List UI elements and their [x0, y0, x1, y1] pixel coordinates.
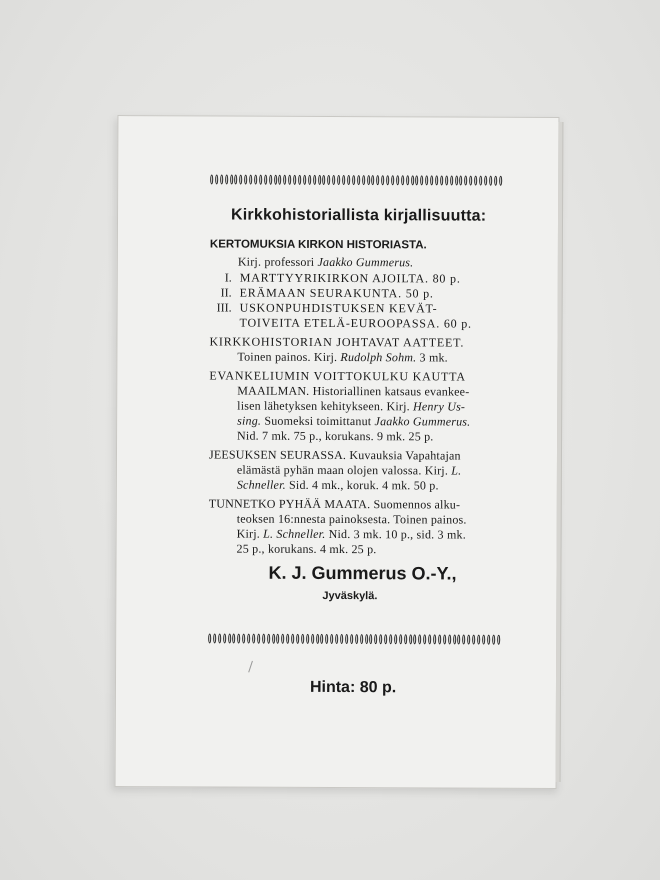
ornament-bead: [474, 176, 477, 186]
ornament-bead: [394, 634, 397, 644]
ornament-bead: [218, 633, 221, 643]
ornament-bead: [244, 175, 247, 185]
ornament-bead: [479, 176, 482, 186]
ornament-bead: [215, 174, 218, 184]
ornament-bead: [420, 175, 423, 185]
ornament-bead: [414, 634, 417, 644]
volume-title: ERÄMAAN SEURAKUNTA. 50 p.: [239, 285, 434, 301]
ornament-bead: [460, 176, 463, 186]
ornament-bead: [313, 175, 316, 185]
book-price-text: Sid. 4 mk., koruk. 4 mk. 50 p.: [285, 477, 439, 493]
ornament-bead: [428, 634, 431, 644]
book-title: KIRKKOHISTORIAN JOHTAVAT AATTEET.: [209, 334, 465, 350]
book-back-cover: [115, 115, 560, 789]
ornament-bead: [291, 634, 294, 644]
book-author-cont: sing.: [237, 413, 262, 428]
ornament-bead: [416, 175, 419, 185]
ornament-bead: [352, 175, 355, 185]
volume-title: USKONPUHDISTUKSEN KEVÄT-: [239, 300, 438, 316]
ornament-bead: [365, 634, 368, 644]
book-description: MAAILMAN. Historiallinen katsaus evankee-: [237, 383, 470, 399]
ornament-bead: [220, 174, 223, 184]
ornament-bead: [453, 635, 456, 645]
series-title: KERTOMUKSIA KIRKON HISTORIASTA.: [209, 238, 427, 252]
book-editor: Jaakko Gummerus.: [374, 414, 471, 429]
ornament-bead: [249, 175, 252, 185]
book-price: Nid. 7 mk. 75 p., korukans. 9 mk. 25 p.: [237, 428, 434, 444]
ornament-bead: [330, 634, 333, 644]
ornament-bead: [303, 175, 306, 185]
book-title: TUNNETKO PYHÄÄ MAATA. Suomennos alku-: [208, 496, 461, 512]
book-price-text: Nid. 3 mk. 10 p., sid. 3 mk.: [325, 526, 466, 542]
volume-number: III.: [216, 300, 232, 315]
ornament-bead: [469, 176, 472, 186]
ornament-bead: [316, 634, 319, 644]
ornament-bead: [370, 634, 373, 644]
ornament-bead: [279, 175, 282, 185]
book-description: [237, 399, 465, 415]
ornament-bead: [213, 633, 216, 643]
pencil-mark: [248, 661, 253, 673]
ornament-bead: [350, 634, 353, 644]
book-price: 3 mk.: [416, 350, 448, 365]
ornament-bead: [347, 175, 350, 185]
ornament-bead: [308, 175, 311, 185]
ornament-bead: [484, 176, 487, 186]
book-price: 25 p., korukans. 4 mk. 25 p.: [236, 541, 377, 557]
ornament-bead: [238, 634, 241, 644]
ornament-bead: [450, 175, 453, 185]
publisher-name: K. J. Gummerus O.-Y.,: [268, 562, 457, 584]
ornament-bead: [306, 634, 309, 644]
volume-number: II.: [220, 285, 232, 300]
ornament-bead: [337, 175, 340, 185]
ornament-bead: [288, 175, 291, 185]
ornament-bead: [433, 634, 436, 644]
volume-title-cont: TOIVEITA ETELÄ-EUROOPASSA. 60 p.: [239, 315, 472, 331]
volume-number: I.: [224, 270, 232, 285]
ornament-bead: [323, 175, 326, 185]
volume-title: MARTTYYRIKIRKON AJOILTA. 80 p.: [239, 270, 461, 286]
ornament-bead: [401, 175, 404, 185]
ornament-bead: [438, 634, 441, 644]
ornament-bead: [284, 175, 287, 185]
ornament-bead: [379, 634, 382, 644]
ornament-bead: [430, 175, 433, 185]
heading: Kirkkohistoriallista kirjallisuutta:: [230, 206, 487, 225]
ornament-bead: [321, 634, 324, 644]
ornament-bead: [328, 175, 331, 185]
ornament-bead: [342, 175, 345, 185]
book-details: [237, 350, 448, 366]
ornament-bead: [247, 634, 250, 644]
book-author-cont: Schneller.: [236, 477, 286, 492]
ornament-bead: [458, 635, 461, 645]
ornament-bead: [389, 634, 392, 644]
ornament-bead: [228, 634, 231, 644]
ornament-bead: [499, 176, 502, 186]
ornament-bead: [409, 634, 412, 644]
book-author: L.: [451, 463, 462, 478]
ornament-bead: [225, 175, 228, 185]
ornament-bead: [464, 176, 467, 186]
ornamental-border-top: [210, 173, 502, 186]
ornamental-border-bottom: [208, 632, 500, 645]
ornament-bead: [282, 634, 285, 644]
ornament-bead: [340, 634, 343, 644]
ornament-bead: [472, 635, 475, 645]
ornament-bead: [367, 175, 370, 185]
ornament-bead: [372, 175, 375, 185]
ornament-bead: [445, 175, 448, 185]
ornament-bead: [326, 634, 329, 644]
ornament-bead: [264, 175, 267, 185]
ornament-bead: [462, 635, 465, 645]
ornament-bead: [374, 634, 377, 644]
book-author: L. Schneller.: [263, 526, 326, 541]
ornament-bead: [311, 634, 314, 644]
ornament-bead: [208, 633, 211, 643]
ornament-bead: [360, 634, 363, 644]
ornament-bead: [298, 175, 301, 185]
book-author: Henry Us-: [412, 399, 466, 414]
ornament-bead: [272, 634, 275, 644]
ornament-bead: [233, 634, 236, 644]
ornament-bead: [235, 175, 238, 185]
ornament-bead: [404, 634, 407, 644]
ornament-bead: [391, 175, 394, 185]
book-description: teoksen 16:nnesta painoksesta. Toinen painos.: [236, 511, 467, 527]
book-title: JEESUKSEN SEURASSA. Kuvauksia Vapahtajan: [208, 447, 461, 463]
ornament-bead: [293, 175, 296, 185]
ornament-bead: [482, 635, 485, 645]
book-description-text: elämästä pyhän maan olojen valossa. Kirj.: [236, 462, 452, 478]
ornament-bead: [381, 175, 384, 185]
ornament-bead: [477, 635, 480, 645]
series-author-prefix: Kirj. professori: [237, 254, 318, 269]
ornament-bead: [252, 634, 255, 644]
ornament-bead: [423, 634, 426, 644]
ornament-bead: [240, 175, 243, 185]
ornament-bead: [257, 634, 260, 644]
price-label: Hinta: 80 p.: [309, 678, 397, 697]
series-author-line: [238, 255, 414, 271]
ornament-bead: [332, 175, 335, 185]
book-description: [237, 463, 461, 479]
ornament-bead: [487, 635, 490, 645]
ornament-bead: [455, 176, 458, 186]
ornament-bead: [242, 634, 245, 644]
ornament-bead: [262, 634, 265, 644]
book-author-prefix: Kirj.: [236, 526, 264, 541]
book-details: [237, 527, 466, 543]
ornament-bead: [411, 175, 414, 185]
book-edition: Toinen painos. Kirj.: [237, 349, 341, 365]
ornament-bead: [384, 634, 387, 644]
ornament-bead: [396, 175, 399, 185]
ornament-bead: [492, 635, 495, 645]
ornament-bead: [269, 175, 272, 185]
ornament-bead: [425, 175, 428, 185]
ornament-bead: [277, 634, 280, 644]
ornament-bead: [489, 176, 492, 186]
ornament-bead: [440, 175, 443, 185]
book-description: [237, 414, 470, 430]
ornament-bead: [254, 175, 257, 185]
book-editor-prefix: Suomeksi toimittanut: [261, 413, 375, 429]
ornament-bead: [467, 635, 470, 645]
ornament-bead: [355, 634, 358, 644]
ornament-bead: [448, 634, 451, 644]
ornament-bead: [362, 175, 365, 185]
ornament-bead: [386, 175, 389, 185]
ornament-bead: [335, 634, 338, 644]
ornament-bead: [418, 634, 421, 644]
ornament-bead: [376, 175, 379, 185]
ornament-bead: [223, 634, 226, 644]
ornament-bead: [301, 634, 304, 644]
ornament-bead: [274, 175, 277, 185]
ornament-bead: [357, 175, 360, 185]
ornament-bead: [267, 634, 270, 644]
ornament-bead: [296, 634, 299, 644]
ornament-bead: [494, 176, 497, 186]
series-author: Jaakko Gummerus.: [317, 254, 414, 270]
book-description-text: lisen lähetyksen kehitykseen. Kirj.: [237, 398, 414, 414]
ornament-bead: [286, 634, 289, 644]
book-price: [237, 478, 439, 494]
ornament-bead: [230, 175, 233, 185]
ornament-bead: [443, 634, 446, 644]
ornament-bead: [435, 175, 438, 185]
ornament-bead: [406, 175, 409, 185]
ornament-bead: [259, 175, 262, 185]
ornament-bead: [345, 634, 348, 644]
ornament-bead: [497, 635, 500, 645]
book-title: EVANKELIUMIN VOITTOKULKU KAUTTA: [209, 368, 466, 384]
ornament-bead: [210, 174, 213, 184]
ornament-bead: [399, 634, 402, 644]
book-author: Rudolph Sohm.: [340, 350, 417, 365]
publisher-city: Jyväskylä.: [322, 589, 378, 603]
ornament-bead: [318, 175, 321, 185]
